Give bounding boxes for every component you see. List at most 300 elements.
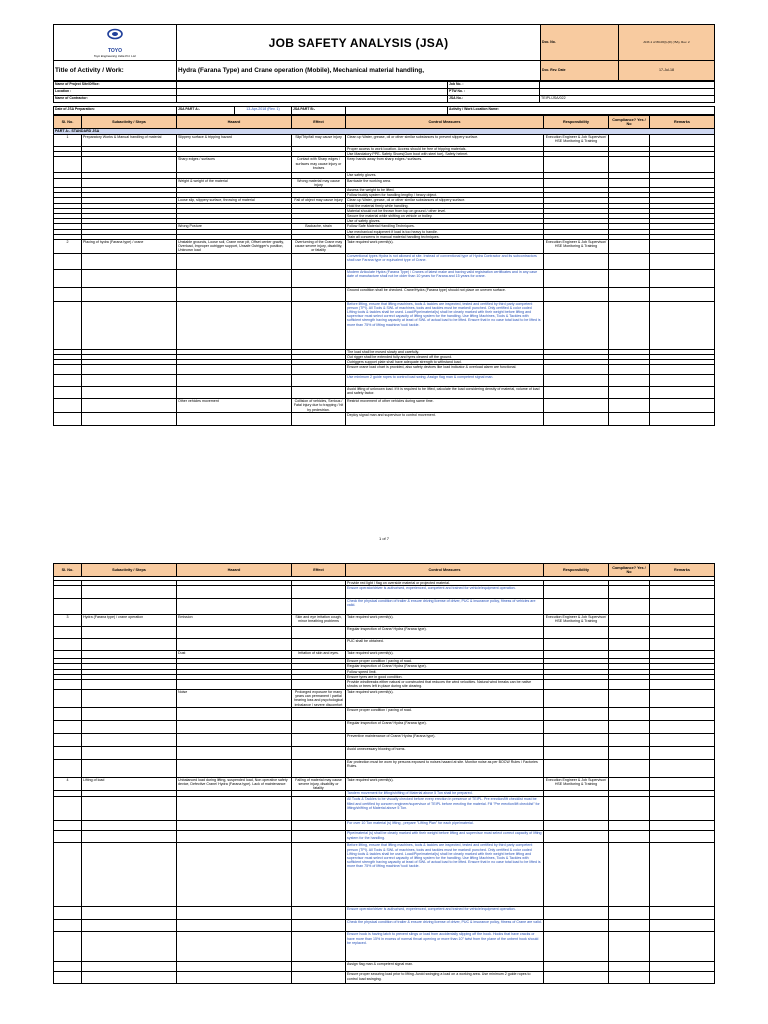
effect-cell bbox=[292, 680, 346, 690]
remarks-cell[interactable] bbox=[650, 797, 715, 821]
hazard-cell bbox=[177, 907, 292, 920]
control-measure-cell: Secure the material while shifting on vehicle or trolley. bbox=[346, 214, 544, 219]
date-prep-label: Date of JSA Preparation: bbox=[54, 107, 177, 115]
control-measure-cell: Regular inspection of Crane/ Hydra (Farana type). bbox=[346, 627, 544, 639]
sl-no-cell: 4 bbox=[54, 777, 82, 791]
part-b-field[interactable] bbox=[346, 107, 448, 115]
compliance-cell[interactable] bbox=[609, 777, 650, 791]
sl-no-cell bbox=[54, 707, 82, 720]
control-measure-cell: Assess the weight to be lifted. bbox=[346, 188, 544, 193]
sl-no-cell bbox=[54, 253, 82, 269]
control-measure-cell: Conventional types Hydra is not allowed at site. Instead of conventional type of Hydra Contractor and its subcontractors shall use Farana type or equivalent type of Crane. bbox=[346, 253, 544, 269]
ptw-no-label: PTW No. : bbox=[448, 89, 540, 96]
effect-cell bbox=[292, 759, 346, 777]
responsibility-cell bbox=[544, 690, 609, 708]
responsibility-cell bbox=[544, 680, 609, 690]
jsa-no-label: JSA No.: bbox=[448, 96, 540, 103]
subactivity-cell bbox=[82, 178, 177, 187]
table-row bbox=[54, 720, 715, 733]
compliance-cell[interactable] bbox=[609, 157, 650, 173]
sl-no-cell bbox=[54, 821, 82, 831]
remarks-cell[interactable] bbox=[650, 365, 715, 375]
project-site-field[interactable] bbox=[177, 82, 448, 89]
remarks-cell[interactable] bbox=[650, 287, 715, 301]
control-measure-cell: Material should not be thrown from top on ground / other level. bbox=[346, 208, 544, 213]
hazard-cell bbox=[177, 301, 292, 349]
hazard-cell: Noise bbox=[177, 690, 292, 708]
subactivity-cell bbox=[82, 365, 177, 375]
remarks-cell[interactable] bbox=[650, 412, 715, 425]
hazard-cell: Wrong Posture bbox=[177, 224, 292, 229]
responsibility-cell bbox=[544, 399, 609, 413]
compliance-cell[interactable] bbox=[609, 651, 650, 659]
effect-cell bbox=[292, 412, 346, 425]
responsibility-cell: Execution Engineer & Job Supervisor/ HSE Monitoring & Training bbox=[544, 135, 609, 147]
page-2 bbox=[53, 563, 714, 984]
remarks-cell[interactable] bbox=[650, 639, 715, 651]
responsibility-cell bbox=[544, 365, 609, 375]
table-row bbox=[54, 412, 715, 425]
remarks-cell[interactable] bbox=[650, 157, 715, 173]
table-row bbox=[54, 365, 715, 375]
responsibility-cell bbox=[544, 707, 609, 720]
subactivity-cell: Lifting of load bbox=[82, 777, 177, 791]
responsibility-cell bbox=[544, 178, 609, 187]
compliance-cell[interactable] bbox=[609, 639, 650, 651]
responsibility-cell bbox=[544, 746, 609, 759]
control-measure-cell: Deploy signal man and supervisor to control movement. bbox=[346, 412, 544, 425]
sl-no-cell bbox=[54, 690, 82, 708]
subactivity-cell bbox=[82, 843, 177, 907]
remarks-cell[interactable] bbox=[650, 720, 715, 733]
control-measure-cell: Ensure crane load chart is provided, also safety devices like load indicator & overload alarm are functional. bbox=[346, 365, 544, 375]
compliance-cell[interactable] bbox=[609, 412, 650, 425]
compliance-cell[interactable] bbox=[609, 269, 650, 287]
compliance-cell[interactable] bbox=[609, 831, 650, 843]
effect-cell: Contact with Sharp edges / surfaces may cause injury or bruises bbox=[292, 157, 346, 173]
responsibility-cell bbox=[544, 627, 609, 639]
responsibility-cell bbox=[544, 720, 609, 733]
compliance-cell[interactable] bbox=[609, 932, 650, 962]
control-measure-cell: Ear protection must be worn by persons exposed to noises hazard at site. Monitor noise as per BOCW Rules / Factories Rules. bbox=[346, 759, 544, 777]
remarks-cell[interactable] bbox=[650, 843, 715, 907]
hazard-cell bbox=[177, 797, 292, 821]
subactivity-cell bbox=[82, 253, 177, 269]
sl-no-cell bbox=[54, 412, 82, 425]
hazard-cell bbox=[177, 253, 292, 269]
sl-no-cell bbox=[54, 399, 82, 413]
col-sl-no: Sl. No. bbox=[54, 564, 82, 577]
table-row bbox=[54, 777, 715, 791]
subactivity-cell bbox=[82, 733, 177, 746]
page2-rows bbox=[54, 581, 715, 984]
compliance-cell[interactable] bbox=[609, 365, 650, 375]
compliance-cell[interactable] bbox=[609, 586, 650, 599]
remarks-cell[interactable] bbox=[650, 651, 715, 659]
col-effect: Effect bbox=[292, 116, 346, 129]
control-measure-cell: Modern Articulate Hydra (Farana Type) / Cranes of latest make and having valid registration certificates and in any case date of manufacture shall not be older than 10 years for Farana and 15 years for crane. bbox=[346, 269, 544, 287]
hazard-cell: Other vehicles movement bbox=[177, 399, 292, 413]
compliance-cell[interactable] bbox=[609, 627, 650, 639]
compliance-cell[interactable] bbox=[609, 733, 650, 746]
part-b-label: JSA PART B:- bbox=[292, 107, 346, 115]
sl-no-cell bbox=[54, 387, 82, 399]
col-effect: Effect bbox=[292, 564, 346, 577]
compliance-cell[interactable] bbox=[609, 690, 650, 708]
col-compliance: Compliance? Yes / No bbox=[609, 564, 650, 577]
page-1 bbox=[53, 24, 714, 426]
effect-cell: Overturning of the Crane may cause severe injury, disability, or fatality bbox=[292, 240, 346, 254]
hazard-cell bbox=[177, 746, 292, 759]
sl-no-cell bbox=[54, 831, 82, 843]
table-row bbox=[54, 651, 715, 659]
sl-no-cell bbox=[54, 759, 82, 777]
table-row bbox=[54, 375, 715, 387]
control-measure-cell: Ensure proper securing load prior to lifting. Avoid swinging a load on a working area. Use minimum 2 guide ropes to control load swinging. bbox=[346, 972, 544, 984]
table-row bbox=[54, 831, 715, 843]
subactivity-cell bbox=[82, 746, 177, 759]
jsa-table-page2 bbox=[53, 563, 715, 984]
remarks-cell[interactable] bbox=[650, 759, 715, 777]
table-row bbox=[54, 920, 715, 932]
hazard-cell bbox=[177, 586, 292, 599]
control-measure-cell: Use mechanical equipment if load is too heavy to handle. bbox=[346, 229, 544, 234]
remarks-cell[interactable] bbox=[650, 375, 715, 387]
control-measure-cell: Use Mandatory PPE- Safety Shoes(Gum boot with steel toe), Safety helmet. bbox=[346, 152, 544, 157]
control-measure-cell: Train all concerns in manual material handling techniques. bbox=[346, 234, 544, 239]
subactivity-cell bbox=[82, 707, 177, 720]
table-row bbox=[54, 690, 715, 708]
remarks-cell[interactable] bbox=[650, 301, 715, 349]
hazard-cell bbox=[177, 843, 292, 907]
effect-cell: Backache, strain bbox=[292, 224, 346, 229]
hazard-cell: Loose slip, slippery surface, throwing of material bbox=[177, 198, 292, 203]
remarks-cell[interactable] bbox=[650, 907, 715, 920]
sl-no-cell bbox=[54, 920, 82, 932]
col-subactivity: Subactivity / Steps bbox=[82, 116, 177, 129]
effect-cell: Prolonged exposure for many years can permanent / partial hearing loss and psychological imbalance / severe discomfort bbox=[292, 690, 346, 708]
document-title: JOB SAFETY ANALYSIS (JSA) bbox=[177, 25, 541, 61]
control-measure-cell: Follow Safe Material Handling Techniques. bbox=[346, 224, 544, 229]
responsibility-cell bbox=[544, 412, 609, 425]
sl-no-cell bbox=[54, 599, 82, 615]
responsibility-cell bbox=[544, 759, 609, 777]
table-row bbox=[54, 586, 715, 599]
compliance-cell[interactable] bbox=[609, 746, 650, 759]
subactivity-cell bbox=[82, 907, 177, 920]
compliance-cell[interactable] bbox=[609, 720, 650, 733]
subactivity-cell bbox=[82, 269, 177, 287]
responsibility-cell bbox=[544, 920, 609, 932]
hazard-cell bbox=[177, 639, 292, 651]
sl-no-cell bbox=[54, 797, 82, 821]
remarks-cell[interactable] bbox=[650, 627, 715, 639]
subactivity-cell bbox=[82, 720, 177, 733]
remarks-cell[interactable] bbox=[650, 399, 715, 413]
hazard-cell bbox=[177, 269, 292, 287]
compliance-cell[interactable] bbox=[609, 907, 650, 920]
effect-cell bbox=[292, 627, 346, 639]
col-hazard: Hazard bbox=[177, 564, 292, 577]
location-label: Location : bbox=[54, 89, 177, 96]
job-no-label: Job No. : bbox=[448, 82, 540, 89]
sl-no-cell bbox=[54, 639, 82, 651]
activity-location-label: Activity / Work Location Name: bbox=[448, 107, 715, 115]
responsibility-cell bbox=[544, 375, 609, 387]
effect-cell bbox=[292, 797, 346, 821]
col-subactivity: Subactivity / Steps bbox=[82, 564, 177, 577]
subactivity-cell: Placing of hydra (Farana type) / crane bbox=[82, 240, 177, 254]
responsibility-cell bbox=[544, 387, 609, 399]
control-measure-cell: Take required work permit(s). bbox=[346, 777, 544, 791]
page1-rows bbox=[54, 135, 715, 426]
ptw-no-field[interactable] bbox=[540, 89, 715, 96]
hazard-cell bbox=[177, 720, 292, 733]
subactivity-cell bbox=[82, 375, 177, 387]
compliance-cell[interactable] bbox=[609, 240, 650, 254]
compliance-cell[interactable] bbox=[609, 821, 650, 831]
contractor-field[interactable] bbox=[177, 96, 448, 103]
hazard-cell bbox=[177, 375, 292, 387]
control-measure-cell: Check the physical condition of trailer & ensure driving license of driver, PUC & insurance policy, fitness of vehicles are valid. bbox=[346, 599, 544, 615]
compliance-cell[interactable] bbox=[609, 287, 650, 301]
effect-cell bbox=[292, 269, 346, 287]
responsibility-cell: Execution Engineer & Job Supervisor/ HSE Monitoring & Training bbox=[544, 240, 609, 254]
hazard-cell bbox=[177, 972, 292, 984]
remarks-cell[interactable] bbox=[650, 680, 715, 690]
effect-cell bbox=[292, 746, 346, 759]
sl-no-cell bbox=[54, 680, 82, 690]
remarks-cell[interactable] bbox=[650, 599, 715, 615]
hazard-cell: Slippery surface & tripping hazard bbox=[177, 135, 292, 147]
hazard-cell bbox=[177, 759, 292, 777]
effect-cell bbox=[292, 733, 346, 746]
remarks-cell[interactable] bbox=[650, 972, 715, 984]
compliance-cell[interactable] bbox=[609, 387, 650, 399]
effect-cell bbox=[292, 387, 346, 399]
compliance-cell[interactable] bbox=[609, 301, 650, 349]
sl-no-cell bbox=[54, 287, 82, 301]
remarks-cell[interactable] bbox=[650, 135, 715, 147]
table-row bbox=[54, 301, 715, 349]
responsibility-cell bbox=[544, 599, 609, 615]
hazard-cell bbox=[177, 821, 292, 831]
remarks-cell[interactable] bbox=[650, 920, 715, 932]
compliance-cell[interactable] bbox=[609, 972, 650, 984]
table-row bbox=[54, 821, 715, 831]
hazard-cell bbox=[177, 387, 292, 399]
control-measure-cell: Before lifting, ensure that lifting machines, tools & tackles are inspected, tested and certified by third party competent person (TPI). All Tools & SWL of machines, tools and tackles must be marked/ punched. Only certified & color coded Lifting tools & tackles shall be used. Load/Pipe/material(s) shall be clearly marked with their weight before lifting and supervisor must select correct capacity of lifting system for the handling. Use lifting Machines, Tools & Tackles with sufficient strength having capacity at least of SWL of actual load to be lifted. Ensure that in no case total load to be lifted is more than 75% of lifting machine/ tool/ tackle. bbox=[346, 843, 544, 907]
sl-no-cell bbox=[54, 907, 82, 920]
hazard-cell: Weight & weight of the material bbox=[177, 178, 292, 187]
subactivity-cell bbox=[82, 797, 177, 821]
effect-cell: Collision of vehicles, Serious / Fatal injury due to trapping / hit by pedestrian. bbox=[292, 399, 346, 413]
responsibility-cell: Execution Engineer & Job Supervisor/ HSE Monitoring & Training bbox=[544, 615, 609, 627]
compliance-cell[interactable] bbox=[609, 797, 650, 821]
compliance-cell[interactable] bbox=[609, 178, 650, 187]
compliance-cell[interactable] bbox=[609, 135, 650, 147]
table-row bbox=[54, 135, 715, 147]
jsa-header-table bbox=[53, 24, 715, 81]
remarks-cell[interactable] bbox=[650, 746, 715, 759]
remarks-cell[interactable] bbox=[650, 690, 715, 708]
remarks-cell[interactable] bbox=[650, 615, 715, 627]
effect-cell bbox=[292, 920, 346, 932]
table-row bbox=[54, 599, 715, 615]
remarks-cell[interactable] bbox=[650, 253, 715, 269]
compliance-cell[interactable] bbox=[609, 962, 650, 972]
control-measure-cell: Ensure proper condition / paving of road. bbox=[346, 707, 544, 720]
toyo-logo-icon bbox=[95, 27, 135, 47]
effect-cell bbox=[292, 287, 346, 301]
compliance-cell[interactable] bbox=[609, 680, 650, 690]
responsibility-cell bbox=[544, 287, 609, 301]
responsibility-cell bbox=[544, 972, 609, 984]
logo-text: TOYO bbox=[107, 47, 123, 54]
sl-no-cell bbox=[54, 365, 82, 375]
doc-no-value: ANX-1 of 80-06(l)-(R) ( BA), Rev. 2 bbox=[619, 25, 715, 61]
effect-cell bbox=[292, 907, 346, 920]
table-row bbox=[54, 680, 715, 690]
remarks-cell[interactable] bbox=[650, 733, 715, 746]
sl-no-cell bbox=[54, 932, 82, 962]
page-number: 1 of 7 bbox=[378, 536, 389, 541]
column-header-row bbox=[54, 116, 715, 129]
effect-cell: Falling of material may cause severe injury, disability or fatality bbox=[292, 777, 346, 791]
effect-cell: Slip/Trip/fall may cause injury bbox=[292, 135, 346, 147]
hazard-cell: Unstable grounds, Loose soil, Crane near pit, Offset center gravity, Overload, Improper outrigger support, Unsafe Outrigger's position, Unknown load bbox=[177, 240, 292, 254]
remarks-cell[interactable] bbox=[650, 831, 715, 843]
compliance-cell[interactable] bbox=[609, 253, 650, 269]
effect-cell bbox=[292, 586, 346, 599]
responsibility-cell bbox=[544, 157, 609, 173]
sl-no-cell bbox=[54, 972, 82, 984]
remarks-cell[interactable] bbox=[650, 777, 715, 791]
sl-no-cell bbox=[54, 651, 82, 659]
remarks-cell[interactable] bbox=[650, 240, 715, 254]
subactivity-cell bbox=[82, 627, 177, 639]
compliance-cell[interactable] bbox=[609, 375, 650, 387]
effect-cell bbox=[292, 932, 346, 962]
remarks-cell[interactable] bbox=[650, 387, 715, 399]
control-measure-cell: Regular inspection of Crane/ Hydra (Farana type). bbox=[346, 720, 544, 733]
remarks-cell[interactable] bbox=[650, 932, 715, 962]
sl-no-cell bbox=[54, 720, 82, 733]
company-name: Toyo Engineering India Pvt. Ltd. bbox=[93, 53, 137, 58]
remarks-cell[interactable] bbox=[650, 269, 715, 287]
col-sl-no: Sl. No. bbox=[54, 116, 82, 129]
table-row bbox=[54, 972, 715, 984]
hazard-cell bbox=[177, 962, 292, 972]
part-a-label: JSA PART A:- bbox=[177, 107, 235, 115]
compliance-cell[interactable] bbox=[609, 599, 650, 615]
effect-cell bbox=[292, 831, 346, 843]
subactivity-cell bbox=[82, 690, 177, 708]
doc-no-label: Doc. No. bbox=[541, 25, 619, 61]
compliance-cell[interactable] bbox=[609, 843, 650, 907]
remarks-cell[interactable] bbox=[650, 586, 715, 599]
subactivity-cell: Hydra (Farana type) / crane operation bbox=[82, 615, 177, 627]
doc-rev-date-value: 17-Jul-18 bbox=[619, 61, 715, 81]
table-row bbox=[54, 907, 715, 920]
control-measure-cell: Follow buddy system for handling lengthy / heavy object. bbox=[346, 193, 544, 198]
col-remarks: Remarks bbox=[650, 116, 715, 129]
subactivity-cell bbox=[82, 962, 177, 972]
table-row bbox=[54, 157, 715, 173]
subactivity-cell bbox=[82, 157, 177, 173]
table-row bbox=[54, 639, 715, 651]
control-measure-cell: Proper access to work location. Access should be free of tripping materials. bbox=[346, 147, 544, 152]
control-measure-cell: Avoid lifting of unknown load. If it is required to be lifted, calculate the load considering density of material, volume of load and safety factor. bbox=[346, 387, 544, 399]
effect-cell: Irritation of skin and eyes. bbox=[292, 651, 346, 659]
subactivity-cell bbox=[82, 651, 177, 659]
remarks-cell[interactable] bbox=[650, 821, 715, 831]
control-measure-cell: Ensure operator/driver is authorised, experienced, competent and trained for vehicle/equipment operation. bbox=[346, 907, 544, 920]
compliance-cell[interactable] bbox=[609, 920, 650, 932]
col-remarks: Remarks bbox=[650, 564, 715, 577]
control-measure-cell: Take required work permit(s). bbox=[346, 651, 544, 659]
control-measure-cell: Ensure operator/driver is authorised, experienced, competent and trained for vehicle/equipment operation. bbox=[346, 586, 544, 599]
control-measure-cell: Preventive maintenance of Crane/ Hydra (Farana type). bbox=[346, 733, 544, 746]
subactivity-cell bbox=[82, 821, 177, 831]
job-no-field[interactable] bbox=[540, 82, 715, 89]
hazard-cell: Unbalanced load during lifting, suspended load, Non operative safety device, Defective Crane/ Hydra (Farana type). Lack of maintenance bbox=[177, 777, 292, 791]
jsa-table-page1 bbox=[53, 115, 715, 426]
sl-no-cell bbox=[54, 269, 82, 287]
table-row bbox=[54, 843, 715, 907]
sl-no-cell bbox=[54, 301, 82, 349]
sl-no-cell bbox=[54, 843, 82, 907]
table-row bbox=[54, 269, 715, 287]
compliance-cell[interactable] bbox=[609, 707, 650, 720]
col-control-measures: Control Measures bbox=[346, 564, 544, 577]
project-site-label: Name of Project Site/Office: bbox=[54, 82, 177, 89]
hazard-cell bbox=[177, 627, 292, 639]
responsibility-cell bbox=[544, 639, 609, 651]
remarks-cell[interactable] bbox=[650, 178, 715, 187]
control-measure-cell: Use minimum 2 guide ropes to control load swing. Assign flag man & competent signal man. bbox=[346, 375, 544, 387]
control-measure-cell: Ensure proper condition / paving of road. bbox=[346, 659, 544, 664]
responsibility-cell: Execution Engineer & Job Supervisor/ HSE Monitoring & Training bbox=[544, 777, 609, 791]
col-responsibility: Responsibility bbox=[544, 564, 609, 577]
responsibility-cell bbox=[544, 797, 609, 821]
remarks-cell[interactable] bbox=[650, 962, 715, 972]
subactivity-cell bbox=[82, 920, 177, 932]
compliance-cell[interactable] bbox=[609, 759, 650, 777]
table-row bbox=[54, 707, 715, 720]
location-field[interactable] bbox=[177, 89, 448, 96]
sl-no-cell bbox=[54, 733, 82, 746]
part-a-section-label: PART A:- STANDARD JSA bbox=[54, 129, 715, 135]
effect-cell bbox=[292, 972, 346, 984]
sl-no-cell: 3 bbox=[54, 615, 82, 627]
control-measure-cell: Out rigger shall be extended fully and tyres cleared off the ground. bbox=[346, 354, 544, 359]
compliance-cell[interactable] bbox=[609, 399, 650, 413]
activity-title-label: Title of Activity / Work: bbox=[54, 61, 177, 81]
part-a-value: 13-Apr-2018 (Rev. 1) bbox=[235, 107, 292, 115]
hazard-cell bbox=[177, 920, 292, 932]
sl-no-cell bbox=[54, 627, 82, 639]
subactivity-cell bbox=[82, 287, 177, 301]
remarks-cell[interactable] bbox=[650, 707, 715, 720]
hazard-cell bbox=[177, 932, 292, 962]
hazard-cell bbox=[177, 599, 292, 615]
control-measure-cell: Regular inspection of Crane/ Hydra (Farana type). bbox=[346, 664, 544, 669]
control-measure-cell: Hold the material firmly while handling. bbox=[346, 203, 544, 208]
sl-no-cell bbox=[54, 178, 82, 187]
compliance-cell[interactable] bbox=[609, 615, 650, 627]
effect-cell bbox=[292, 599, 346, 615]
